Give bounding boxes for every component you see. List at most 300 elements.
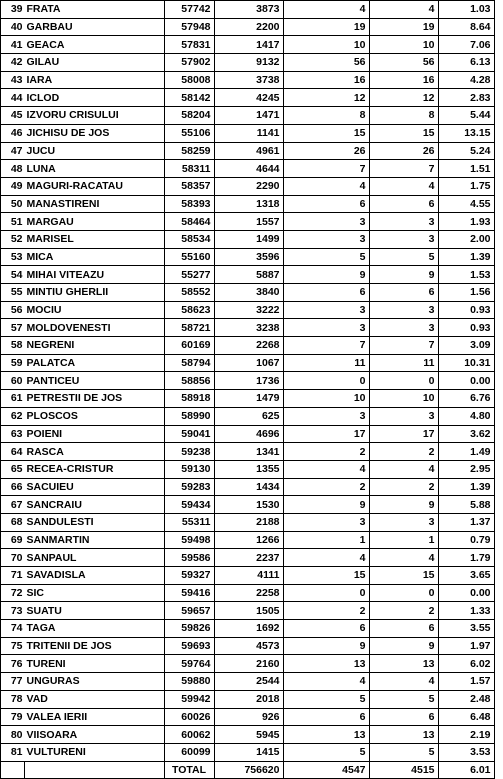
- population-value: 3222: [214, 301, 283, 319]
- table-row: [1, 743, 495, 761]
- locality-name: PETRESTII DE JOS: [25, 390, 165, 408]
- percent-value: 1.33: [438, 602, 494, 620]
- locality-code: 58856: [164, 372, 214, 390]
- col-a-value: 3: [283, 301, 369, 319]
- locality-code: 59657: [164, 602, 214, 620]
- percent-value: 3.65: [438, 567, 494, 585]
- table-row: [1, 354, 495, 372]
- population-value: 4644: [214, 160, 283, 178]
- percent-value: 1.56: [438, 284, 494, 302]
- locality-name: TAGA: [25, 620, 165, 638]
- table-row: [1, 708, 495, 726]
- percent-value: 0.00: [438, 584, 494, 602]
- col-a-value: 26: [283, 142, 369, 160]
- table-row: [1, 89, 495, 107]
- table-row: [1, 36, 495, 54]
- row-number: 56: [1, 301, 25, 319]
- table-row: [1, 390, 495, 408]
- table-row: [1, 18, 495, 36]
- table-row: [1, 407, 495, 425]
- locality-code: 59764: [164, 655, 214, 673]
- total-col-b: 4515: [369, 761, 438, 779]
- population-value: 926: [214, 708, 283, 726]
- population-value: 1355: [214, 460, 283, 478]
- col-b-value: 2: [369, 602, 438, 620]
- col-a-value: 6: [283, 620, 369, 638]
- table-row: [1, 284, 495, 302]
- table-row: [1, 460, 495, 478]
- locality-name: FRATA: [25, 1, 165, 19]
- population-value: 5887: [214, 266, 283, 284]
- population-value: 1141: [214, 124, 283, 142]
- col-b-value: 11: [369, 354, 438, 372]
- locality-code: 60169: [164, 337, 214, 355]
- locality-name: SACUIEU: [25, 478, 165, 496]
- row-number: 41: [1, 36, 25, 54]
- locality-code: 58990: [164, 407, 214, 425]
- row-number: 81: [1, 743, 25, 761]
- population-value: 1692: [214, 620, 283, 638]
- col-a-value: 3: [283, 230, 369, 248]
- col-a-value: 56: [283, 54, 369, 72]
- total-label: TOTAL: [164, 761, 214, 779]
- table-row: [1, 160, 495, 178]
- locality-code: 55106: [164, 124, 214, 142]
- col-a-value: 4: [283, 673, 369, 691]
- locality-code: 59041: [164, 425, 214, 443]
- table-row: [1, 496, 495, 514]
- locality-name: SANPAUL: [25, 549, 165, 567]
- locality-code: 59498: [164, 531, 214, 549]
- percent-value: 1.39: [438, 248, 494, 266]
- locality-name: SANMARTIN: [25, 531, 165, 549]
- col-b-value: 2: [369, 443, 438, 461]
- percent-value: 13.15: [438, 124, 494, 142]
- row-number: 39: [1, 1, 25, 19]
- col-a-value: 15: [283, 567, 369, 585]
- population-value: 2544: [214, 673, 283, 691]
- locality-name: PANTICEU: [25, 372, 165, 390]
- table-row: [1, 266, 495, 284]
- col-a-value: 4: [283, 460, 369, 478]
- locality-name: POIENI: [25, 425, 165, 443]
- col-a-value: 3: [283, 213, 369, 231]
- percent-value: 4.55: [438, 195, 494, 213]
- population-value: 4696: [214, 425, 283, 443]
- table-row: [1, 584, 495, 602]
- locality-name: SIC: [25, 584, 165, 602]
- locality-name: UNGURAS: [25, 673, 165, 691]
- locality-name: MOCIU: [25, 301, 165, 319]
- table-row: [1, 620, 495, 638]
- population-value: 1505: [214, 602, 283, 620]
- col-a-value: 11: [283, 354, 369, 372]
- percent-value: 6.02: [438, 655, 494, 673]
- col-a-value: 2: [283, 478, 369, 496]
- col-b-value: 0: [369, 584, 438, 602]
- row-number: 64: [1, 443, 25, 461]
- total-blank-cell: [25, 761, 165, 779]
- population-value: 3873: [214, 1, 283, 19]
- col-a-value: 13: [283, 655, 369, 673]
- table-row: [1, 319, 495, 337]
- percent-value: 2.95: [438, 460, 494, 478]
- percent-value: 6.48: [438, 708, 494, 726]
- table-row: [1, 177, 495, 195]
- locality-name: VAD: [25, 690, 165, 708]
- population-value: 9132: [214, 54, 283, 72]
- locality-code: 58204: [164, 107, 214, 125]
- locality-code: 57831: [164, 36, 214, 54]
- table-row: [1, 248, 495, 266]
- percent-value: 3.62: [438, 425, 494, 443]
- col-b-value: 9: [369, 496, 438, 514]
- col-a-value: 5: [283, 743, 369, 761]
- percent-value: 5.44: [438, 107, 494, 125]
- locality-code: 60062: [164, 726, 214, 744]
- locality-name: MANASTIRENI: [25, 195, 165, 213]
- locality-name: SANDULESTI: [25, 513, 165, 531]
- row-number: 80: [1, 726, 25, 744]
- population-value: 3738: [214, 71, 283, 89]
- locality-name: MIHAI VITEAZU: [25, 266, 165, 284]
- locality-name: JUCU: [25, 142, 165, 160]
- population-value: 1067: [214, 354, 283, 372]
- col-a-value: 2: [283, 602, 369, 620]
- locality-name: SAVADISLA: [25, 567, 165, 585]
- col-a-value: 13: [283, 726, 369, 744]
- col-a-value: 17: [283, 425, 369, 443]
- locality-name: GEACA: [25, 36, 165, 54]
- locality-name: PLOSCOS: [25, 407, 165, 425]
- locality-code: 58311: [164, 160, 214, 178]
- population-value: 625: [214, 407, 283, 425]
- percent-value: 2.83: [438, 89, 494, 107]
- table-row: [1, 337, 495, 355]
- row-number: 43: [1, 71, 25, 89]
- locality-code: 59283: [164, 478, 214, 496]
- col-b-value: 4: [369, 460, 438, 478]
- table-row: [1, 124, 495, 142]
- population-value: 1479: [214, 390, 283, 408]
- col-b-value: 13: [369, 726, 438, 744]
- population-value: 5945: [214, 726, 283, 744]
- table-row: [1, 602, 495, 620]
- locality-name: IZVORU CRISULUI: [25, 107, 165, 125]
- locality-code: 58623: [164, 301, 214, 319]
- row-number: 55: [1, 284, 25, 302]
- col-a-value: 16: [283, 71, 369, 89]
- table-row: [1, 230, 495, 248]
- col-a-value: 3: [283, 407, 369, 425]
- population-value: 1266: [214, 531, 283, 549]
- locality-name: NEGRENI: [25, 337, 165, 355]
- population-value: 1557: [214, 213, 283, 231]
- total-population: 756620: [214, 761, 283, 779]
- row-number: 76: [1, 655, 25, 673]
- table-row: [1, 107, 495, 125]
- locality-code: 59416: [164, 584, 214, 602]
- locality-code: 58794: [164, 354, 214, 372]
- locality-name: IARA: [25, 71, 165, 89]
- col-b-value: 15: [369, 567, 438, 585]
- percent-value: 8.64: [438, 18, 494, 36]
- locality-name: GARBAU: [25, 18, 165, 36]
- locality-name: MICA: [25, 248, 165, 266]
- row-number: 74: [1, 620, 25, 638]
- percent-value: 10.31: [438, 354, 494, 372]
- col-b-value: 2: [369, 478, 438, 496]
- population-value: 1341: [214, 443, 283, 461]
- col-b-value: 5: [369, 743, 438, 761]
- col-b-value: 0: [369, 372, 438, 390]
- percent-value: 2.00: [438, 230, 494, 248]
- table-row: [1, 690, 495, 708]
- col-a-value: 1: [283, 531, 369, 549]
- percent-value: 0.79: [438, 531, 494, 549]
- locality-code: 58259: [164, 142, 214, 160]
- locality-code: 59130: [164, 460, 214, 478]
- table-row: [1, 443, 495, 461]
- row-number: 67: [1, 496, 25, 514]
- percent-value: 1.57: [438, 673, 494, 691]
- col-b-value: 13: [369, 655, 438, 673]
- row-number: 54: [1, 266, 25, 284]
- locality-code: 55160: [164, 248, 214, 266]
- row-number: 45: [1, 107, 25, 125]
- row-number: 47: [1, 142, 25, 160]
- locality-name: TRITENII DE JOS: [25, 637, 165, 655]
- table-row: [1, 513, 495, 531]
- col-a-value: 10: [283, 390, 369, 408]
- col-b-value: 26: [369, 142, 438, 160]
- population-value: 1417: [214, 36, 283, 54]
- row-number: 63: [1, 425, 25, 443]
- row-number: 44: [1, 89, 25, 107]
- col-b-value: 56: [369, 54, 438, 72]
- table-row: [1, 71, 495, 89]
- table-row: [1, 567, 495, 585]
- table-row: [1, 726, 495, 744]
- locality-name: MOLDOVENESTI: [25, 319, 165, 337]
- row-number: 59: [1, 354, 25, 372]
- percent-value: 3.55: [438, 620, 494, 638]
- locality-code: 59880: [164, 673, 214, 691]
- col-a-value: 9: [283, 266, 369, 284]
- population-value: 1499: [214, 230, 283, 248]
- locality-name: VALEA IERII: [25, 708, 165, 726]
- percent-value: 1.97: [438, 637, 494, 655]
- row-number: 65: [1, 460, 25, 478]
- row-number: 40: [1, 18, 25, 36]
- locality-code: 55311: [164, 513, 214, 531]
- locality-name: LUNA: [25, 160, 165, 178]
- col-b-value: 5: [369, 690, 438, 708]
- locality-code: 58464: [164, 213, 214, 231]
- table-row: [1, 142, 495, 160]
- population-value: 2018: [214, 690, 283, 708]
- col-b-value: 7: [369, 160, 438, 178]
- population-value: 2258: [214, 584, 283, 602]
- table-footer: [1, 761, 495, 779]
- percent-value: 0.93: [438, 319, 494, 337]
- col-b-value: 6: [369, 708, 438, 726]
- population-value: 1318: [214, 195, 283, 213]
- table-row: [1, 372, 495, 390]
- col-b-value: 12: [369, 89, 438, 107]
- col-a-value: 6: [283, 284, 369, 302]
- row-number: 57: [1, 319, 25, 337]
- locality-name: RECEA-CRISTUR: [25, 460, 165, 478]
- percent-value: 1.79: [438, 549, 494, 567]
- population-value: 2200: [214, 18, 283, 36]
- locality-code: 57742: [164, 1, 214, 19]
- table-row: [1, 673, 495, 691]
- col-b-value: 3: [369, 213, 438, 231]
- population-value: 2268: [214, 337, 283, 355]
- population-value: 1736: [214, 372, 283, 390]
- percent-value: 0.00: [438, 372, 494, 390]
- locality-code: 58008: [164, 71, 214, 89]
- col-b-value: 10: [369, 36, 438, 54]
- percent-value: 2.19: [438, 726, 494, 744]
- locality-code: 55277: [164, 266, 214, 284]
- locality-code: 58552: [164, 284, 214, 302]
- locality-code: 59434: [164, 496, 214, 514]
- locality-code: 59826: [164, 620, 214, 638]
- total-col-a: 4547: [283, 761, 369, 779]
- locality-name: MAGURI-RACATAU: [25, 177, 165, 195]
- percent-value: 3.09: [438, 337, 494, 355]
- table-row: [1, 531, 495, 549]
- col-b-value: 8: [369, 107, 438, 125]
- locality-code: 59238: [164, 443, 214, 461]
- population-value: 1471: [214, 107, 283, 125]
- col-a-value: 3: [283, 513, 369, 531]
- col-b-value: 16: [369, 71, 438, 89]
- total-percent: 6.01: [438, 761, 494, 779]
- percent-value: 5.88: [438, 496, 494, 514]
- locality-name: PALATCA: [25, 354, 165, 372]
- col-a-value: 12: [283, 89, 369, 107]
- locality-name: TURENI: [25, 655, 165, 673]
- col-b-value: 3: [369, 301, 438, 319]
- total-row: [1, 761, 495, 779]
- percent-value: 4.28: [438, 71, 494, 89]
- percent-value: 6.13: [438, 54, 494, 72]
- col-a-value: 3: [283, 319, 369, 337]
- col-b-value: 15: [369, 124, 438, 142]
- table-row: [1, 195, 495, 213]
- locality-name: ICLOD: [25, 89, 165, 107]
- population-value: 2290: [214, 177, 283, 195]
- col-b-value: 5: [369, 248, 438, 266]
- total-blank-cell: [1, 761, 25, 779]
- locality-code: 59942: [164, 690, 214, 708]
- col-a-value: 2: [283, 443, 369, 461]
- col-b-value: 4: [369, 177, 438, 195]
- table-row: [1, 213, 495, 231]
- population-value: 2160: [214, 655, 283, 673]
- percent-value: 1.03: [438, 1, 494, 19]
- percent-value: 4.80: [438, 407, 494, 425]
- population-value: 1530: [214, 496, 283, 514]
- locality-code: 57948: [164, 18, 214, 36]
- population-value: 4245: [214, 89, 283, 107]
- col-a-value: 5: [283, 690, 369, 708]
- row-number: 72: [1, 584, 25, 602]
- percent-value: 6.76: [438, 390, 494, 408]
- table-row: [1, 301, 495, 319]
- col-b-value: 10: [369, 390, 438, 408]
- col-a-value: 9: [283, 637, 369, 655]
- locality-code: 57902: [164, 54, 214, 72]
- table-row: [1, 1, 495, 19]
- locality-code: 58357: [164, 177, 214, 195]
- percent-value: 7.06: [438, 36, 494, 54]
- percent-value: 1.39: [438, 478, 494, 496]
- percent-value: 1.93: [438, 213, 494, 231]
- population-value: 2188: [214, 513, 283, 531]
- locality-code: 58918: [164, 390, 214, 408]
- percent-value: 0.93: [438, 301, 494, 319]
- col-a-value: 4: [283, 177, 369, 195]
- row-number: 51: [1, 213, 25, 231]
- population-value: 2237: [214, 549, 283, 567]
- row-number: 46: [1, 124, 25, 142]
- locality-name: JICHISU DE JOS: [25, 124, 165, 142]
- row-number: 68: [1, 513, 25, 531]
- row-number: 79: [1, 708, 25, 726]
- row-number: 71: [1, 567, 25, 585]
- row-number: 75: [1, 637, 25, 655]
- locality-code: 58142: [164, 89, 214, 107]
- population-value: 3238: [214, 319, 283, 337]
- population-value: 3596: [214, 248, 283, 266]
- row-number: 78: [1, 690, 25, 708]
- percent-value: 2.48: [438, 690, 494, 708]
- locality-code: 58534: [164, 230, 214, 248]
- col-b-value: 6: [369, 195, 438, 213]
- col-b-value: 17: [369, 425, 438, 443]
- col-b-value: 6: [369, 284, 438, 302]
- col-a-value: 9: [283, 496, 369, 514]
- percent-value: 1.49: [438, 443, 494, 461]
- row-number: 58: [1, 337, 25, 355]
- col-b-value: 3: [369, 513, 438, 531]
- col-b-value: 9: [369, 266, 438, 284]
- col-b-value: 7: [369, 337, 438, 355]
- locality-name: VIISOARA: [25, 726, 165, 744]
- table-row: [1, 478, 495, 496]
- population-value: 4961: [214, 142, 283, 160]
- row-number: 69: [1, 531, 25, 549]
- row-number: 77: [1, 673, 25, 691]
- col-b-value: 19: [369, 18, 438, 36]
- col-b-value: 9: [369, 637, 438, 655]
- col-b-value: 4: [369, 1, 438, 19]
- table-body: [1, 1, 495, 762]
- locality-code: 58393: [164, 195, 214, 213]
- table-row: [1, 655, 495, 673]
- percent-value: 1.75: [438, 177, 494, 195]
- locality-code: 59693: [164, 637, 214, 655]
- col-a-value: 19: [283, 18, 369, 36]
- row-number: 52: [1, 230, 25, 248]
- col-a-value: 6: [283, 195, 369, 213]
- col-b-value: 3: [369, 230, 438, 248]
- row-number: 60: [1, 372, 25, 390]
